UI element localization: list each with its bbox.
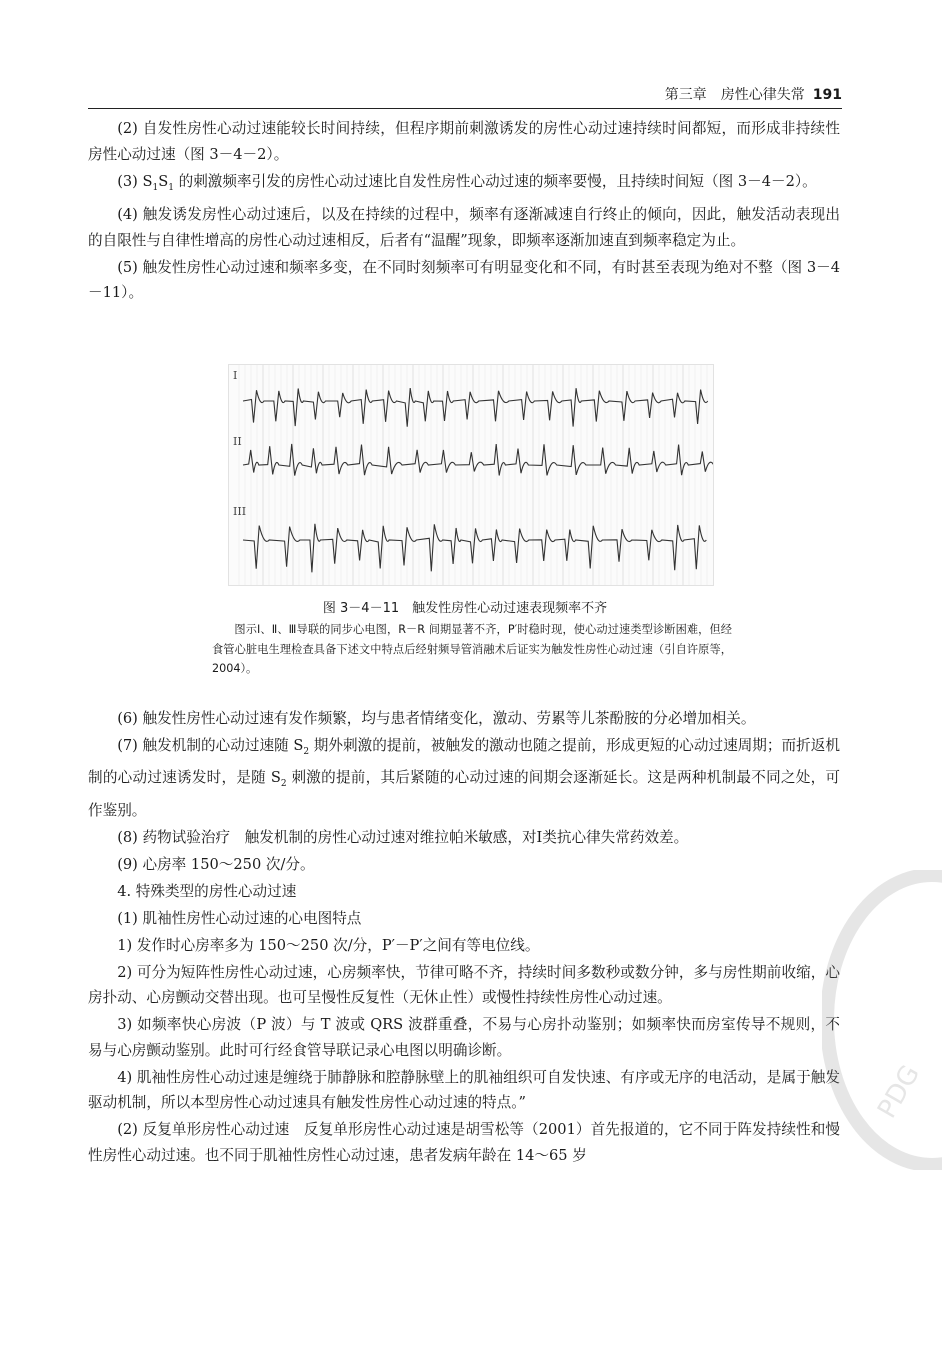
item-4-1-3: 3) 如频率快心房波（P 波）与 T 波或 QRS 波群重叠，不易与心房扑动鉴别；如频率快而房室传导不规则，不易与心房颤动鉴别。此时可行经食管导联记录心电图以明确诊断。	[88, 1016, 840, 1059]
paragraph-7: (7) 触发机制的心动过速随 $S_2$ 期外刺激的提前，被触发的激动也随之提前，形成更短的心动过速周期；而折返机制的心动过速诱发时，是随 $S_2$ 刺激的提前，其后紧随的心动过速的间期会逐渐延长。这是两种机制最不同之处，可作鉴别。	[88, 737, 840, 819]
subheading-4-1: (1) 肌袖性房性心动过速的心电图特点	[117, 909, 362, 927]
watermark-seal	[822, 870, 942, 1170]
lead-label-iii: III	[233, 505, 247, 518]
paragraph-8: (8) 药物试验治疗 触发机制的房性心动过速对维拉帕米敏感，对Ⅰ类抗心律失常药效差。	[117, 828, 689, 846]
running-header	[88, 84, 842, 109]
paragraph-9: (9) 心房率 150～250 次/分。	[117, 855, 315, 873]
item-4-1-4: 4) 肌袖性房性心动过速是缠绕于肺静脉和腔静脉壁上的肌袖组织可自发快速、有序或无序的电活动，是属于触发驱动机制，所以本型房性心动过速具有触发性房性心动过速的特点。”	[88, 1068, 840, 1112]
figure-caption: 图示Ⅰ、Ⅱ、Ⅲ导联的同步心电图，R－R 间期显著不齐，P′时稳时现，使心动过速类型诊断困难，但经食管心脏电生理检查具备下述文中特点后经射频导管消融术后证实为触发性房性心动过速（引自许原等，2004）。	[212, 623, 732, 675]
subheading-4-2: (2) 反复单形房性心动过速 反复单形房性心动过速是胡雪松等（2001）首先报道的，它不同于阵发持续性和慢性房性心动过速。也不同于肌袖性房性心动过速，患者发病年龄在 14～65 岁	[88, 1121, 840, 1164]
chapter-title: 第三章 房性心律失常	[664, 87, 805, 103]
ecg-traces	[229, 365, 713, 585]
ecg-trace	[243, 388, 708, 427]
page-number: 191	[812, 87, 842, 103]
text-block-bottom	[88, 706, 840, 1170]
figure-title: 图 3－4－11 触发性房性心动过速表现频率不齐	[322, 601, 608, 616]
ecg-trace	[243, 444, 713, 476]
ecg-figure	[228, 364, 714, 586]
paragraph-2: (2) 自发性房性心动过速能较长时间持续，但程序期前刺激诱发的房性心动过速持续时间都短，而形成非持续性房性心动过速（图 3－4－2）。	[88, 120, 840, 163]
paragraph-4: (4) 触发诱发房性心动过速后，以及在持续的过程中，频率有逐渐减速自行终止的倾向，因此，触发活动表现出的自限性与自律性增高的房性心动过速相反，后者有“温醒”现象，即频率逐渐加速直到频率稳定为止。	[88, 206, 840, 249]
text-block-top	[88, 116, 840, 307]
item-4-1-2: 2) 可分为短阵性房性心动过速，心房频率快，节律可略不齐，持续时间多数秒或数分钟，多与房性期前收缩，心房扑动、心房颤动交替出现。也可呈慢性反复性（无休止性）或慢性持续性房性心动过速。	[88, 963, 840, 1007]
ecg-trace	[243, 524, 706, 573]
lead-label-ii: II	[233, 435, 242, 448]
paragraph-6: (6) 触发性房性心动过速有发作频繁，均与患者情绪变化，激动、劳累等儿茶酚胺的分必增加相关。	[117, 710, 756, 727]
lead-label-i: I	[233, 369, 238, 382]
paragraph-3: (3) $S_1S_1$ 的刺激频率引发的房性心动过速比自发性房性心动过速的频率要慢，且持续时间短（图 3－4－2）。	[117, 172, 817, 193]
section-heading-4: 4. 特殊类型的房性心动过速	[117, 882, 297, 900]
paragraph-5: (5) 触发性房性心动过速和频率多变，在不同时刻频率可有明显变化和不同，有时甚至表现为绝对不整（图 3－4－11）。	[88, 258, 840, 302]
watermark-text: PDG	[872, 1060, 926, 1124]
item-4-1-1: 1) 发作时心房率多为 150～250 次/分，P′－P′之间有等电位线。	[117, 936, 540, 954]
